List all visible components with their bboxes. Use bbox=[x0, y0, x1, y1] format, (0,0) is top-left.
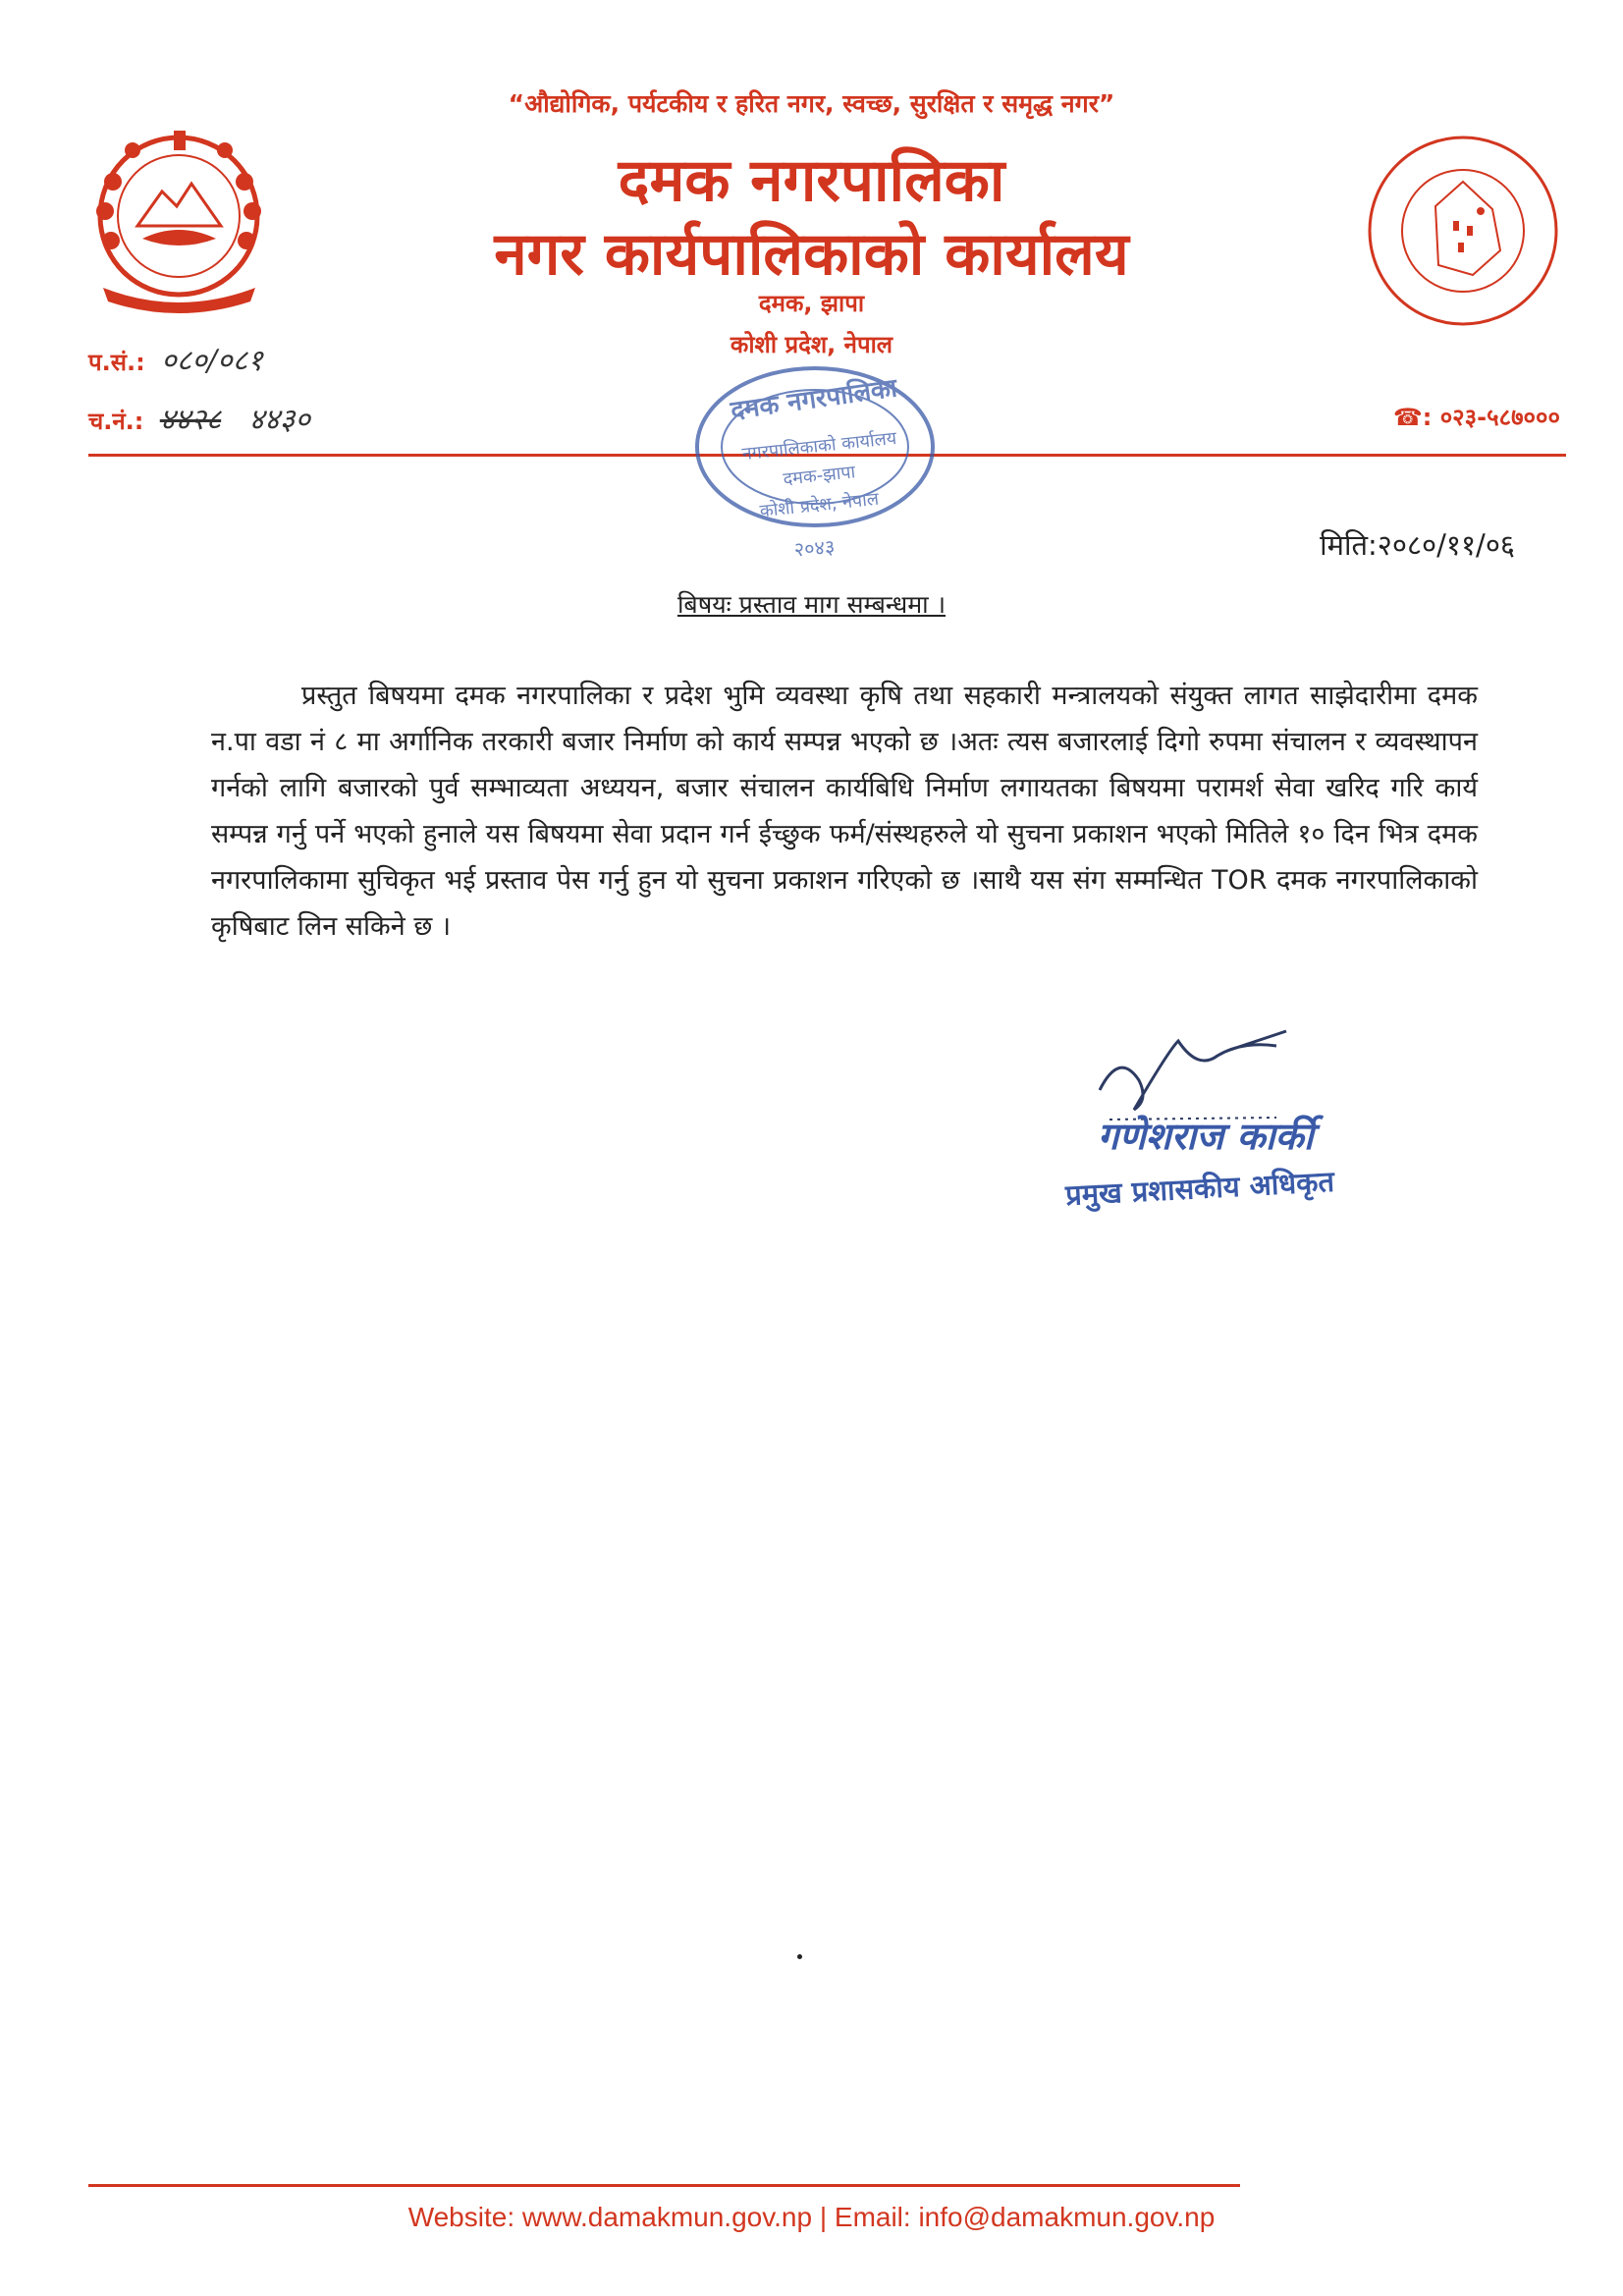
ref-cn-row bbox=[88, 398, 310, 438]
office-stamp-icon bbox=[687, 354, 943, 579]
ref-cn-label: च.नं.: bbox=[88, 408, 144, 435]
ref-ps-row bbox=[88, 339, 263, 379]
stamp-line-4: कोशी प्रदेश, नेपाल bbox=[758, 488, 881, 522]
speck-mark bbox=[797, 1954, 802, 1959]
signer-title: प्रमुख प्रशासकीय अधिकृत bbox=[1064, 1164, 1335, 1213]
letter-date: मिति:२०८०/११/०६ bbox=[1320, 528, 1515, 562]
stamp-line-2: नगरपालिकाको कार्यालय bbox=[740, 427, 898, 465]
letter-subject bbox=[0, 587, 1623, 621]
stamp-line-3: दमक-झापा bbox=[782, 462, 857, 490]
ref-ps-value: ०८०/०८१ bbox=[161, 344, 263, 378]
ref-cn-struck-value: ४४२८ bbox=[159, 403, 222, 437]
office-name: नगर कार्यपालिकाको कार्यालय bbox=[494, 220, 1129, 289]
nepal-emblem-icon bbox=[83, 123, 275, 319]
address-province: कोशी प्रदेश, नेपाल bbox=[730, 331, 893, 358]
stamp-line-1: दमक नगरपालिका bbox=[729, 373, 899, 426]
footer-divider bbox=[88, 2184, 1240, 2187]
letterhead-tagline: “औद्योगिक, पर्यटकीय र हरित नगर, स्वच्छ, सुरक्षित र समृद्ध नगर” bbox=[508, 89, 1115, 118]
signer-name: गणेशराज कार्की bbox=[1098, 1115, 1314, 1158]
ref-cn-value: ४४३० bbox=[248, 403, 310, 437]
org-name: दमक नगरपालिका bbox=[618, 146, 1005, 215]
stamp-line-5: २०४३ bbox=[792, 534, 837, 562]
address-city: दमक, झापा bbox=[758, 290, 865, 317]
letter-body bbox=[211, 673, 1478, 950]
subject-text: बिषयः प्रस्ताव माग सम्बन्धमा । bbox=[676, 590, 947, 619]
municipality-seal-icon bbox=[1365, 133, 1561, 329]
ref-ps-label: प.सं.: bbox=[88, 349, 145, 376]
body-paragraph: प्रस्तुत बिषयमा दमक नगरपालिका र प्रदेश भुमि व्यवस्था कृषि तथा सहकारी मन्त्रालयको संयुक्त लागत साझेदारीमा दमक न.पा वडा नं ८ मा अर्गानिक तरकारी बजार निर्माण को कार्य सम्पन्न भएको छ ।अतः त्यस बजारलाई दिगो रुपमा संचालन र व्यवस्थापन गर्नको लागि बजारको पुर्व सम्भाव्यता अध्ययन, बजार संचालन कार्यबिधि निर्माण लगायतका बिषयमा परामर्श सेवा खरिद गरि कार्य सम्पन्न गर्नु पर्ने भएको हुनाले यस बिषयमा सेवा प्रदान गर्न ईच्छुक फर्म/संस्थहरुले यो सुचना प्रकाशन भएको मितिले १० दिन भित्र दमक नगरपालिकामा सुचिकृत भई प्रस्ताव पेस गर्नु हुन यो सुचना प्रकाशन गरिएको छ ।साथै यस संग सम्मन्धित TOR दमक नगरपालिकाको कृषिबाट लिन सकिने छ । bbox=[211, 681, 1478, 942]
footer-contact: Website: www.damakmun.gov.np | Email: info@damakmun.gov.np bbox=[407, 2202, 1216, 2232]
phone-number: ☎: ०२३-५८७००० bbox=[1392, 404, 1560, 431]
